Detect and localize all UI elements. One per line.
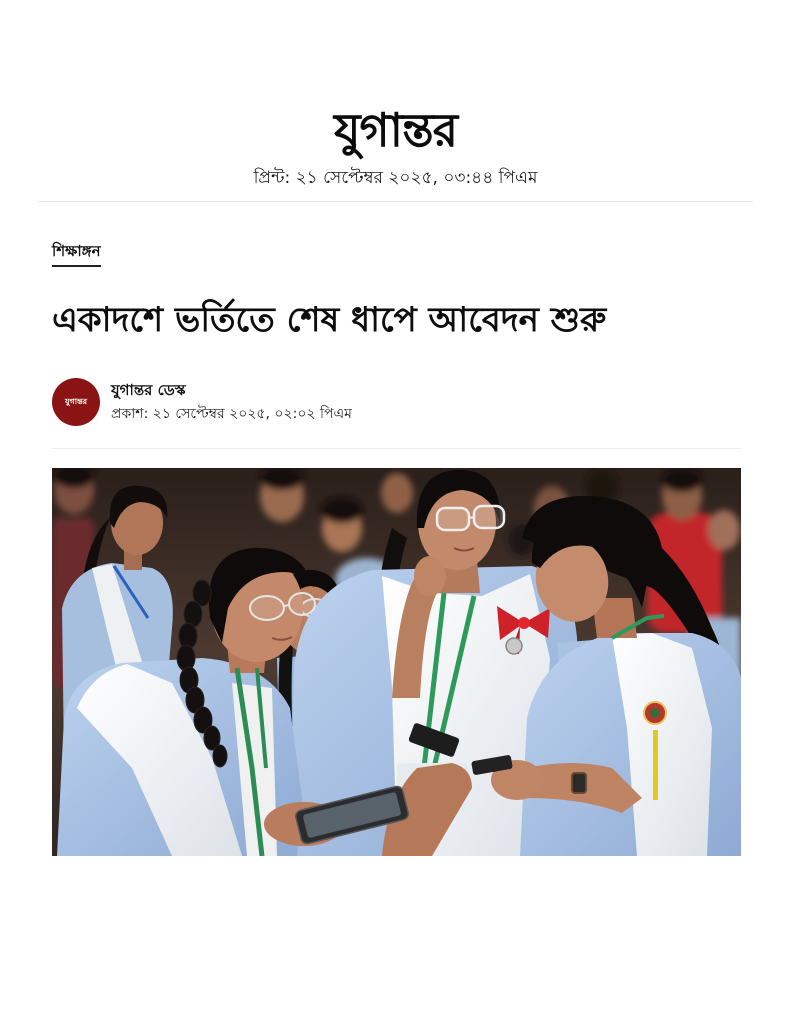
- author-avatar: [52, 378, 100, 426]
- avatar-logo-text: যুগান্তর: [64, 395, 88, 406]
- category-link[interactable]: শিক্ষাঙ্গন: [52, 241, 101, 267]
- print-label: প্রিন্ট:: [253, 168, 291, 188]
- byline-divider: [52, 448, 741, 449]
- article-photo: [52, 468, 741, 856]
- article-headline: একাদশে ভর্তিতে শেষ ধাপে আবেদন শুরু: [52, 300, 607, 340]
- author-name[interactable]: যুগান্তর ডেস্ক: [111, 381, 186, 399]
- print-datetime: ২১ সেপ্টেম্বর ২০২৫, ০৩:৪৪ পিএম: [295, 168, 538, 188]
- print-timestamp: [0, 166, 791, 190]
- header-divider: [38, 201, 753, 202]
- article-photo-illustration: [52, 468, 741, 856]
- published-datetime: ২১ সেপ্টেম্বর ২০২৫, ০২:০২ পিএম: [152, 406, 352, 422]
- published-label: প্রকাশ:: [111, 406, 149, 422]
- jugantor-logo[interactable]: যুগান্তর: [334, 103, 457, 157]
- published-timestamp: [111, 403, 352, 425]
